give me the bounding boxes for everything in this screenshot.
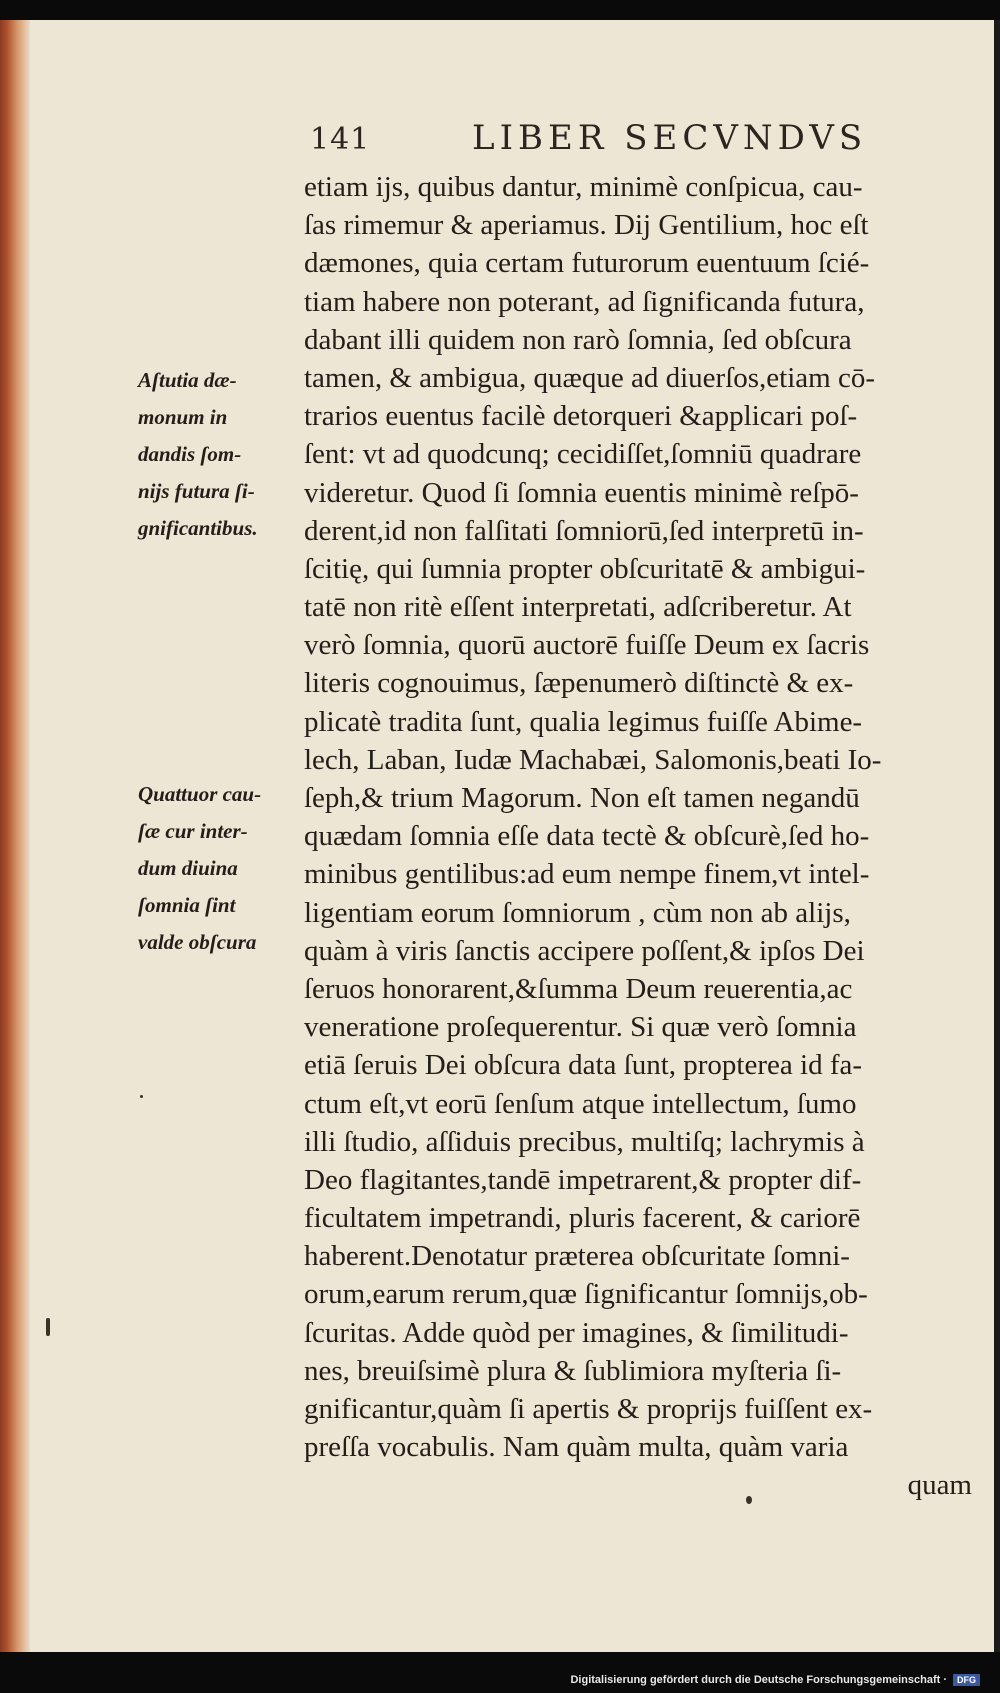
text-line: gnificantur,quàm ſi apertis & proprijs fuiſſent ex- bbox=[304, 1393, 873, 1425]
margin-note-four-causes bbox=[138, 776, 298, 961]
text-line: dabant illi quidem non rarò ſomnia, ſed obſcura bbox=[304, 323, 852, 356]
text-line: ſeph,& trium Magorum. Non eſt tamen negandū bbox=[304, 782, 860, 814]
text-line: haberent.Denotatur præterea obſcuritate ſomni- bbox=[304, 1240, 850, 1273]
text-line: plicatè tradita ſunt, qualia legimus fuiſſe Abime- bbox=[304, 705, 863, 738]
text-line: quædam ſomnia eſſe data tectè & obſcurè,ſed ho- bbox=[304, 820, 870, 853]
page-number: 141 bbox=[310, 122, 371, 157]
digitization-credit bbox=[570, 1674, 980, 1686]
margin-note-line: Aſtutia dæ- bbox=[138, 368, 237, 392]
text-line: quàm à viris ſanctis accipere poſſent,& ipſos Dei bbox=[304, 934, 865, 967]
scan-bottom-band bbox=[0, 1652, 1000, 1674]
page-right-edge bbox=[994, 20, 1000, 1652]
margin-note-line: monum in bbox=[138, 405, 228, 429]
credit-text: Digitalisierung gefördert durch die Deutsche Forschungsgemeinschaft · bbox=[570, 1674, 947, 1686]
text-line: orum,earum rerum,quæ ſignificantur ſomnijs,ob- bbox=[304, 1278, 868, 1311]
text-line: verò ſomnia, quorū auctorē fuiſſe Deum ex ſacris bbox=[304, 629, 870, 662]
text-line: etiam ijs, quibus dantur, minimè conſpicua, cau- bbox=[304, 171, 863, 203]
text-line: ſent: vt ad quodcunq; cecidiſſet,ſomniū quadrare bbox=[304, 438, 862, 471]
text-line: ctum eſt,vt eorū ſenſum atque intellectum, ſumo bbox=[304, 1087, 857, 1120]
text-line: literis cognouimus, ſæpenumerò diſtinctè & ex- bbox=[304, 667, 854, 700]
text-line: nes, breuiſsimè plura & ſublimiora myſteria ſi- bbox=[304, 1354, 842, 1387]
text-line: tatē non ritè eſſent interpretati, adſcriberetur. At bbox=[304, 591, 852, 624]
text-line: trarios euentus facilè detorqueri &applicari poſ- bbox=[304, 400, 858, 433]
margin-note-line: dum diuina bbox=[138, 856, 238, 880]
text-line: minibus gentilibus:ad eum nempe finem,vt intel- bbox=[304, 858, 870, 891]
text-line: ficultatem impetrandi, pluris facerent, & cariorē bbox=[304, 1202, 861, 1235]
margin-note-line: dandis ſom- bbox=[138, 442, 242, 466]
catchword: quam bbox=[907, 1469, 972, 1502]
margin-note-line: Quattuor cau- bbox=[138, 782, 262, 806]
text-line: ſcuritas. Adde quòd per imagines, & ſimilitudi- bbox=[304, 1316, 849, 1349]
text-line: etiā ſeruis Dei obſcura data ſunt, propterea id fa- bbox=[304, 1049, 863, 1082]
body-text bbox=[304, 168, 994, 1505]
margin-note-line: nijs futura ſi- bbox=[138, 479, 255, 503]
text-line: illi ſtudio, aſſiduis precibus, multiſq; lachrymis à bbox=[304, 1125, 865, 1158]
text-line: videretur. Quod ſi ſomnia euentis minimè reſpō- bbox=[304, 476, 859, 509]
ink-speck bbox=[746, 1496, 752, 1504]
text-line: veneratione proſequerentur. Si quæ verò ſomnia bbox=[304, 1011, 857, 1044]
text-line: ſcitię, qui ſumnia propter obſcuritatē & ambigui- bbox=[304, 552, 866, 585]
text-line: ſeruos honorarent,&ſumma Deum reuerentia,ac bbox=[304, 972, 853, 1005]
running-head: LIBER SECVNDVS bbox=[472, 118, 868, 158]
ink-speck bbox=[140, 1095, 143, 1098]
margin-note-line: gnificantibus. bbox=[138, 516, 258, 540]
text-line: tiam habere non poterant, ad ſignificanda futura, bbox=[304, 285, 865, 318]
margin-note-line: ſæ cur inter- bbox=[138, 819, 248, 843]
ink-speck bbox=[46, 1318, 50, 1336]
text-line: tamen, & ambigua, quæque ad diuerſos,etiam cō- bbox=[304, 361, 875, 394]
margin-note-line: valde obſcura bbox=[138, 930, 257, 954]
text-line: lech, Laban, Iudæ Machabæi, Salomonis,beati Io- bbox=[304, 743, 882, 776]
text-line: Deo flagitantes,tandē impetrarent,& propter dif- bbox=[304, 1163, 862, 1196]
text-line: ligentiam eorum ſomniorum , cùm non ab alijs, bbox=[304, 896, 851, 929]
book-spine-edge bbox=[0, 20, 30, 1652]
dfg-logo: DFG bbox=[953, 1674, 980, 1686]
margin-note-line: ſomnia ſint bbox=[138, 893, 236, 917]
margin-note-demons bbox=[138, 362, 298, 547]
text-line: dæmones, quia certam futurorum euentuum ſcié- bbox=[304, 247, 870, 280]
text-line: derent,id non falſitati ſomniorū,ſed interpretū in- bbox=[304, 514, 864, 547]
text-line: preſſa vocabulis. Nam quàm multa, quàm varia bbox=[304, 1431, 849, 1464]
text-line: ſas rimemur & aperiamus. Dij Gentilium, hoc eſt bbox=[304, 209, 869, 242]
